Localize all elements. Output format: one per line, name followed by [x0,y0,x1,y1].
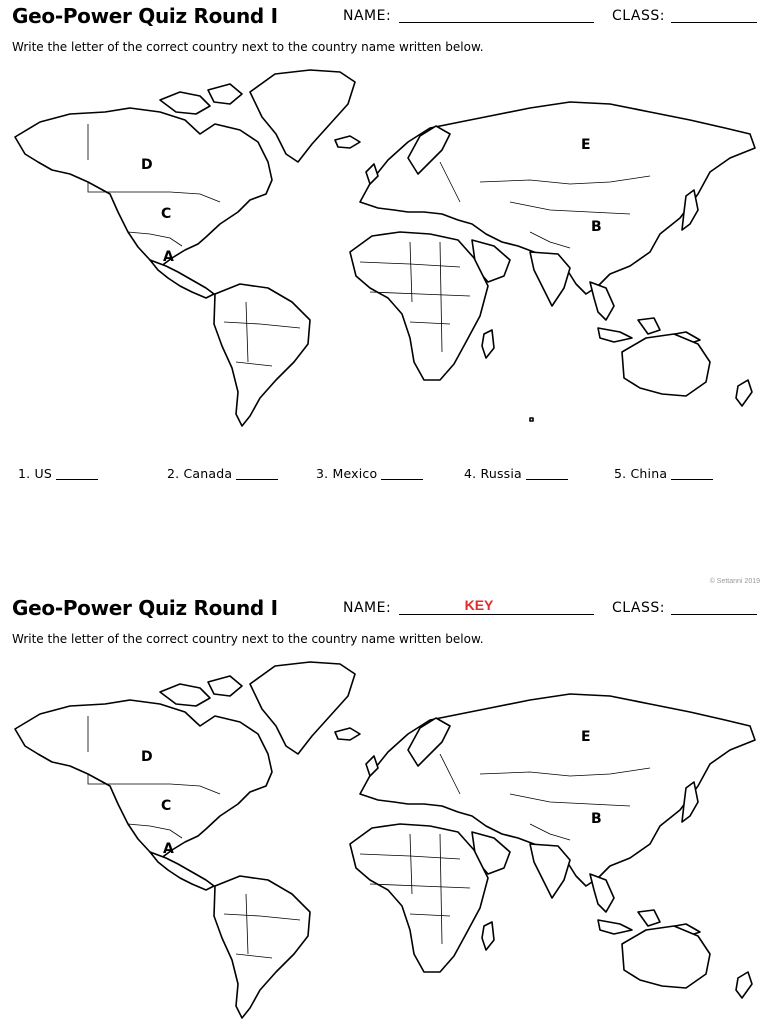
answer-blank[interactable] [236,479,278,480]
map-letter-c: C [161,206,172,222]
class-blank[interactable] [671,22,757,23]
world-map [10,654,760,1034]
name-label: NAME: [343,600,392,616]
question-item [614,466,713,481]
world-map [10,62,760,442]
question-item [316,466,423,481]
question-text: 1. US [18,466,52,481]
answer-blank[interactable] [56,479,98,480]
map-letter-d: D [141,157,153,173]
question-text: 3. Mexico [316,466,378,481]
name-blank[interactable] [399,614,594,615]
answer-blank[interactable] [526,479,568,480]
question-text: 4. Russia [464,466,522,481]
question-item [18,466,98,481]
question-item [464,466,568,481]
answer-key-label: KEY [464,597,494,613]
quiz-title: Geo-Power Quiz Round I [12,596,278,620]
quiz-sheet-answer-key [0,592,768,1024]
question-text: 5. China [614,466,668,481]
map-letter-a: A [163,249,174,265]
answer-blank[interactable] [671,479,713,480]
map-letter-c: C [161,798,172,814]
instructions: Write the letter of the correct country next to the country name written below. [12,632,484,646]
question-text: 2. Canada [167,466,233,481]
map-letter-b: B [591,811,602,827]
map-letter-d: D [141,749,153,765]
world-map-outline [10,654,760,1034]
class-label: CLASS: [612,600,665,616]
answer-blank[interactable] [381,479,423,480]
quiz-title: Geo-Power Quiz Round I [12,4,278,28]
world-map-outline [10,62,760,442]
map-letter-b: B [591,219,602,235]
map-letter-e: E [581,137,591,153]
question-list [18,466,758,486]
map-letter-e: E [581,729,591,745]
copyright-note: © Settanni 2019 [709,578,760,585]
name-label: NAME: [343,8,392,24]
name-blank[interactable] [399,22,594,23]
question-item [167,466,278,481]
class-blank[interactable] [671,614,757,615]
class-label: CLASS: [612,8,665,24]
instructions: Write the letter of the correct country next to the country name written below. [12,40,484,54]
map-letter-a: A [163,841,174,857]
